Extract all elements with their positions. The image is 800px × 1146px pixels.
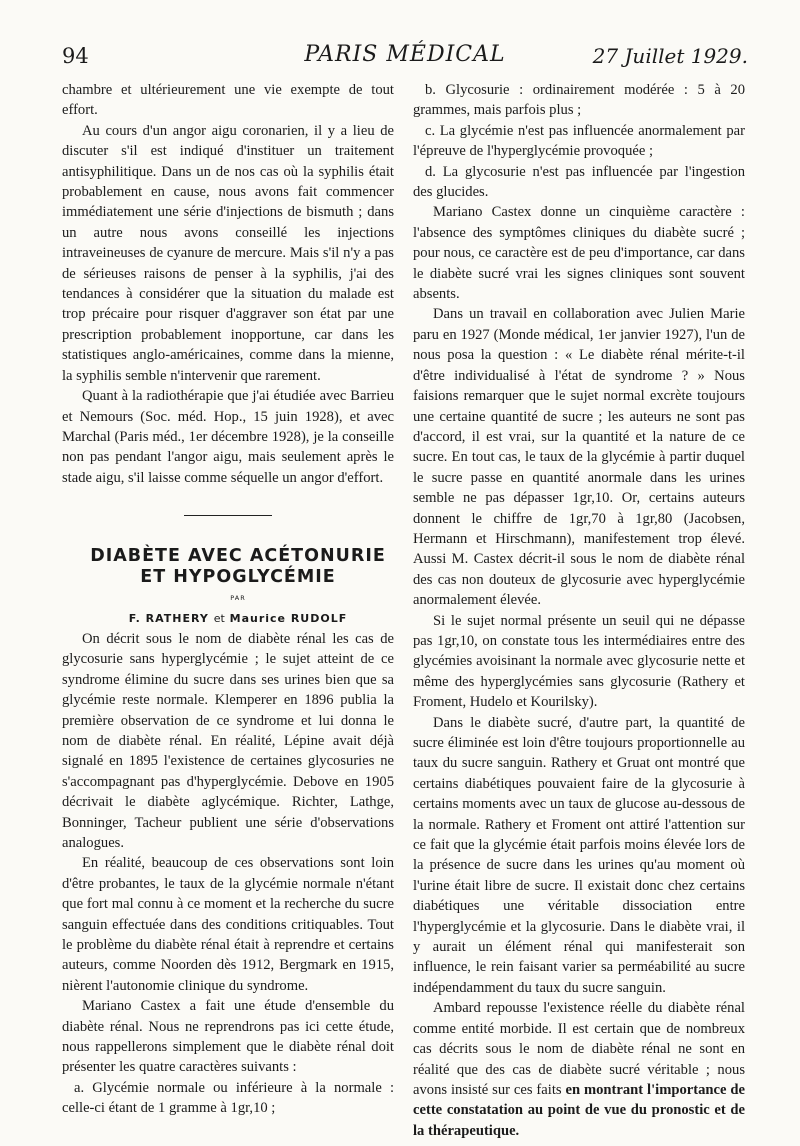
paragraph: Mariano Castex donne un cinquième caractère : l'absence des symptômes cliniques du diabète sucré ; pour nous, ce caractère est de peu d'importance, car dans le diabète sucré vrai les signes cliniques sont souvent absents. [413, 204, 745, 303]
paragraph: Au cours d'un angor aigu coronarien, il y a lieu de discuter s'il est indiqué d'instituer un traitement antisyphilitique. Dans un de nos cas où la syphilis était probablement en cause, nous avons fait commencer immédiatement une série d'injections de bismuth ; dans un autre nous avons conseillé les injections intraveineuses de cyanure de mercure. Mais s'il n'y a pas de sérieuses raisons de penser à la syphilis, j'ai des tendances à considérer que la situation du malade est trop précaire pour risquer d'aggraver son état par une prescription probablement inopportune, car dans les statistiques anglo-américaines, comme dans la mienne, la syphilis semble n'intervenir que rarement. [62, 122, 394, 384]
paragraph [413, 998, 745, 1141]
page-number: 94 [62, 44, 89, 68]
paragraph-text: Ambard repousse l'existence réelle du diabète rénal comme entité morbide. Il est certain que de nombreux cas décrits sous le nom de diabète rénal ne sont en réalité que des cas de diabète sucré véritable ; nous avons insisté sur ces faits [413, 1000, 745, 1098]
journal-title: PARIS MÉDICAL [304, 42, 506, 67]
left-column [62, 80, 394, 1119]
list-item-c: c. La glycémie n'est pas influencée anormalement par l'épreuve de l'hyperglycémie provoquée ; [413, 122, 745, 160]
right-column [413, 80, 745, 1141]
paragraph: Quant à la radiothérapie que j'ai étudiée avec Barrieu et Nemours (Soc. méd. Hop., 15 juin 1928), et avec Marchal (Paris méd., 1er décembre 1928), je la conseille non pas pendant l'angor aigu, mais seulement après le stade aigu, s'il laisse comme séquelle un angor d'effort. [62, 388, 394, 486]
paragraph: Dans un travail en collaboration avec Julien Marie paru en 1927 (Monde médical, 1er janvier 1927), l'un de nous posa la question : « Le diabète rénal mérite-t-il d'être individualisé à l'état de syndrome ? » Nous faisions remarquer que le sujet normal excrète toujours une certaine quantité de sucre ; les auteurs ne sont pas d'accord, il est vrai, sur la quantité et la nature de ce sucre. En tout cas, le taux de la glycémie à partir duquel le sucre passe en quantité anormale dans les urines semble ne pas dépasser 1gr,10. Or, certains auteurs donnent le chiffre de 1gr,70 à 1gr,80 (Jacobsen, Hermann et Hirschmann), manifestement trop élevé. Aussi M. Castex décrit-il sous le nom de diabète rénal des cas non douteux de glycosurie avec hyperglycémie anormalement élevée. [413, 306, 745, 609]
author-rathery: F. RATHERY [128, 611, 209, 625]
byline-par: PAR [230, 594, 246, 603]
paragraph: Si le sujet normal présente un seuil qui ne dépasse pas 1gr,10, on constate tous les intermédiaires entre des glycémies avoisinant la normale avec glycosurie nette et même des hyperglycémies sans glycosurie (Rathery et Froment, Hudelo et Kourilsky). [413, 612, 745, 711]
list-item-b: b. Glycosurie : ordinairement modérée : 5 à 20 grammes, mais parfois plus ; [413, 82, 745, 119]
section-divider [184, 515, 272, 516]
issue-date: 27 Juillet 1929. [592, 44, 748, 68]
article-authors [62, 609, 394, 629]
article-title-line-1: DIABÈTE AVEC ACÉTONURIE [90, 546, 386, 567]
bold-conclusion: en montrant l'importance de cette constatation au point de vue du pronostic et de la thérapeutique. [413, 1081, 745, 1139]
paragraph: En réalité, beaucoup de ces observations sont loin d'être probantes, le taux de la glycémie normale n'étant que fort mal connu à ce moment et la recherche du sucre sanguin effectuée dans des conditions critiquables. Tout le problème du diabète rénal était à reprendre et certains auteurs, comme Noorden dès 1912, Bergmark en 1915, nièrent l'autonomie clinique du syndrome. [62, 855, 394, 994]
paragraph: Mariano Castex a fait une étude d'ensemble du diabète rénal. Nous ne reprendrons pas ici cette étude, nous rappellerons simplement que le diabète rénal doit présenter les quatre caractères suivants : [62, 998, 394, 1076]
paragraph: On décrit sous le nom de diabète rénal les cas de glycosurie sans hyperglycémie ; le sujet atteint de ce syndrome élimine du sucre dans ses urines bien que sa glycémie reste normale. Klemperer en 1896 publia la première observation de ce syndrome et lui donna le nom de diabète rénal. En réalité, Lépine avait déjà signalé en 1895 l'existence de certaines glycosuries ne s'accompagnant pas d'hyperglycémie. Debove en 1905 décrivait le diabète aglycémique. Richter, Lathge, Bonninger, Tacheur publient une série d'observations analogues. [62, 630, 394, 851]
page-header [62, 42, 748, 76]
list-item-a: a. Glycémie normale ou inférieure à la normale : celle-ci étant de 1 gramme à 1gr,10 ; [62, 1079, 394, 1117]
paragraph: Dans le diabète sucré, d'autre part, la quantité de sucre éliminée est loin d'être toujours proportionnelle au taux du sucre sanguin. Rathery et Gruat ont montré que certains diabétiques pouvaient faire de la glycosurie à certains moments avec un taux de glucose au-dessous de la normale. Rathery et Froment ont attiré l'attention sur ce fait que la glycémie était parfois moins élevée lors de la présence de sucre dans les urines qu'au moment où l'urine était libre de sucre. Il existait donc chez certains diabétiques une véritable dissociation entre l'hyperglycémie et la glycosurie. Dans le diabète vrai, il y aurait un élément rénal qui manifesterait son influence, le rein faisant varier sa perméabilité au sucre indépendamment du taux du sucre sanguin. [413, 714, 745, 996]
article-title-line-2: ET HYPOGLYCÉMIE [140, 567, 336, 588]
list-item-d: d. La glycosurie n'est pas influencée par l'ingestion des glucides. [413, 163, 745, 201]
paragraph: chambre et ultérieurement une vie exempte de tout effort. [62, 82, 394, 119]
author-rudolf: Maurice RUDOLF [229, 611, 348, 625]
author-separator: et [213, 611, 225, 625]
